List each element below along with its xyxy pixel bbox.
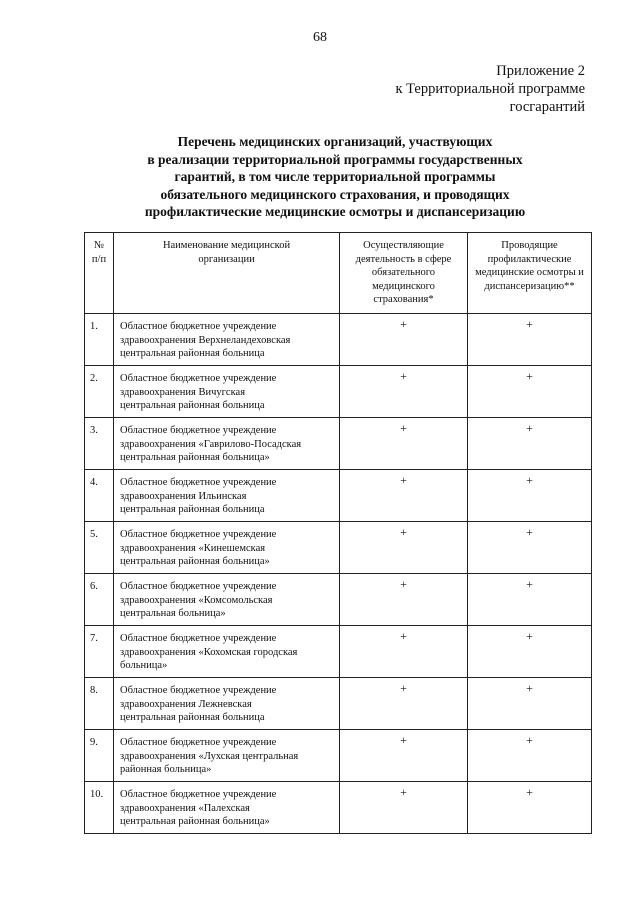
preventive-mark: + (468, 470, 592, 522)
row-number: 1. (85, 314, 114, 366)
row-number: 6. (85, 574, 114, 626)
oms-mark: + (340, 730, 468, 782)
row-number: 5. (85, 522, 114, 574)
organization-name: Областное бюджетное учреждение здравоохранения «Комсомольская центральная больница» (114, 574, 340, 626)
organization-name: Областное бюджетное учреждение здравоохранения «Лухская центральная районная больница» (114, 730, 340, 782)
oms-mark: + (340, 522, 468, 574)
header-oms-activity: Осуществляющие деятельность в сфере обязательного медицинского страхования* (340, 233, 468, 314)
table-row (85, 678, 592, 730)
oms-mark: + (340, 314, 468, 366)
appendix-line: к Территориальной программе (395, 81, 585, 97)
table-row (85, 366, 592, 418)
preventive-mark: + (468, 418, 592, 470)
table-row (85, 522, 592, 574)
row-number: 8. (85, 678, 114, 730)
table-row (85, 470, 592, 522)
preventive-mark: + (468, 730, 592, 782)
organization-name: Областное бюджетное учреждение здравоохранения «Палехская центральная районная больница» (114, 782, 340, 834)
oms-mark: + (340, 678, 468, 730)
title-line: в реализации территориальной программы государственных (147, 151, 523, 167)
organization-name: Областное бюджетное учреждение здравоохранения Вичугская центральная районная больница (114, 366, 340, 418)
appendix-reference (395, 62, 585, 116)
table-row (85, 730, 592, 782)
preventive-mark: + (468, 314, 592, 366)
row-number: 4. (85, 470, 114, 522)
preventive-mark: + (468, 626, 592, 678)
organization-name: Областное бюджетное учреждение здравоохранения Ильинская центральная районная больница (114, 470, 340, 522)
oms-mark: + (340, 418, 468, 470)
organization-name: Областное бюджетное учреждение здравоохранения Лежневская центральная районная больница (114, 678, 340, 730)
header-preventive-exams: Проводящие профилактические медицинские осмотры и диспансеризацию** (468, 233, 592, 314)
appendix-line: госгарантий (509, 99, 585, 115)
oms-mark: + (340, 574, 468, 626)
row-number: 10. (85, 782, 114, 834)
row-number: 3. (85, 418, 114, 470)
organization-name: Областное бюджетное учреждение здравоохранения «Гаврилово-Посадская центральная районная больница» (114, 418, 340, 470)
oms-mark: + (340, 782, 468, 834)
title-line: гарантий, в том числе территориальной программы (174, 169, 496, 185)
table-row (85, 626, 592, 678)
organization-name: Областное бюджетное учреждение здравоохранения Верхнеландеховская центральная районная больница (114, 314, 340, 366)
oms-mark: + (340, 470, 468, 522)
row-number: 7. (85, 626, 114, 678)
preventive-mark: + (468, 574, 592, 626)
appendix-line: Приложение 2 (496, 63, 585, 79)
organization-name: Областное бюджетное учреждение здравоохранения «Кохомская городская больница» (114, 626, 340, 678)
preventive-mark: + (468, 366, 592, 418)
document-title (100, 133, 570, 221)
oms-mark: + (340, 626, 468, 678)
page-number: 68 (313, 30, 327, 45)
header-organization-name: Наименование медицинской организации (114, 233, 340, 314)
table-row (85, 314, 592, 366)
table-row (85, 418, 592, 470)
header-number: № п/п (85, 233, 114, 314)
organizations-table (84, 232, 592, 834)
organization-name: Областное бюджетное учреждение здравоохранения «Кинешемская центральная районная больница» (114, 522, 340, 574)
title-line: профилактические медицинские осмотры и диспансеризацию (144, 204, 526, 220)
table-row (85, 782, 592, 834)
title-line: Перечень медицинских организаций, участвующих (177, 134, 493, 149)
preventive-mark: + (468, 678, 592, 730)
row-number: 2. (85, 366, 114, 418)
preventive-mark: + (468, 782, 592, 834)
oms-mark: + (340, 366, 468, 418)
preventive-mark: + (468, 522, 592, 574)
table-row (85, 574, 592, 626)
row-number: 9. (85, 730, 114, 782)
title-line: обязательного медицинского страхования, и проводящих (160, 186, 510, 202)
table-header-row (85, 233, 592, 314)
